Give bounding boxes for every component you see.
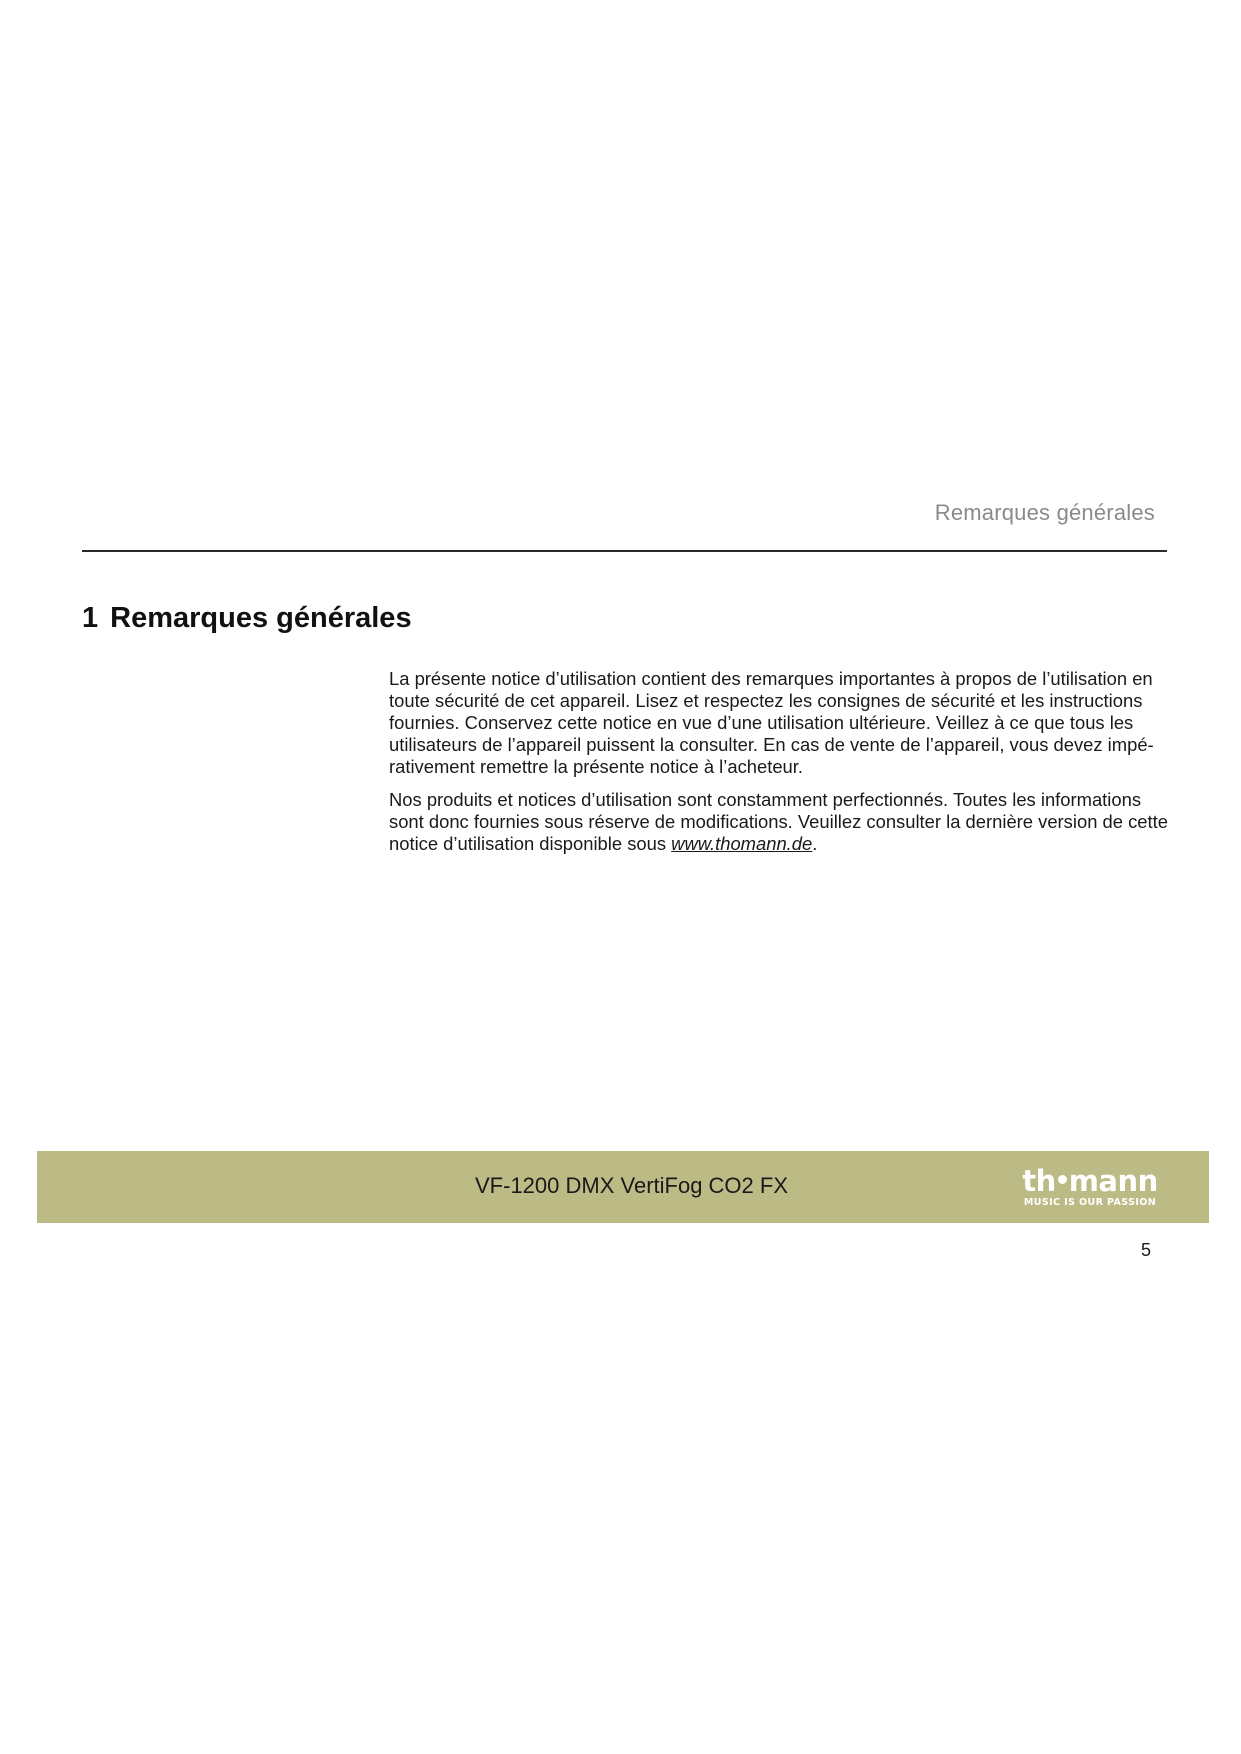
chapter-number: 1 — [82, 602, 99, 634]
footer-product-name: VF-1200 DMX VertiFog CO2 FX — [475, 1173, 788, 1198]
body-text — [389, 668, 1171, 866]
running-header: Remarques générales — [934, 500, 1155, 525]
updates-paragraph — [389, 789, 1171, 855]
updates-paragraph-text: Nos produits et notices d’utilisation sont constamment perfectionnés. Toutes les informations sont donc fournies sous réserve de modifications. Veuillez consulter la dernière version de cette notice d’utilisation disponible sous — [389, 789, 1168, 854]
thomann-logo — [1015, 1164, 1165, 1208]
logo-wordmark-left: th — [1022, 1164, 1056, 1198]
chapter-title — [82, 602, 412, 635]
page-number: 5 — [1140, 1240, 1151, 1260]
logo-tagline: MUSIC IS OUR PASSION — [1023, 1197, 1157, 1208]
footer-band — [37, 1151, 1209, 1223]
logo-dot-icon — [1058, 1175, 1067, 1184]
logo-wordmark — [1015, 1164, 1165, 1198]
header-divider — [82, 550, 1167, 552]
chapter-title-text: Remarques générales — [110, 602, 412, 634]
logo-wordmark-right: mann — [1068, 1164, 1158, 1198]
thomann-website-link[interactable]: www.thomann.de — [671, 833, 813, 854]
intro-paragraph: La présente notice d’utilisation contient des remarques importantes à propos de l’utilisation en toute sécurité de cet appareil. Lisez et respectez les consignes de sécurité et les instructions fournies. Conservez cette notice en vue d’une utilisation ultérieure. Veillez à ce que tous les utilisateurs de l’appareil puissent la consulter. En cas de vente de l’appareil, vous devez impérativement remettre la présente notice à l’acheteur. — [389, 668, 1154, 777]
updates-paragraph-end: . — [812, 833, 818, 854]
